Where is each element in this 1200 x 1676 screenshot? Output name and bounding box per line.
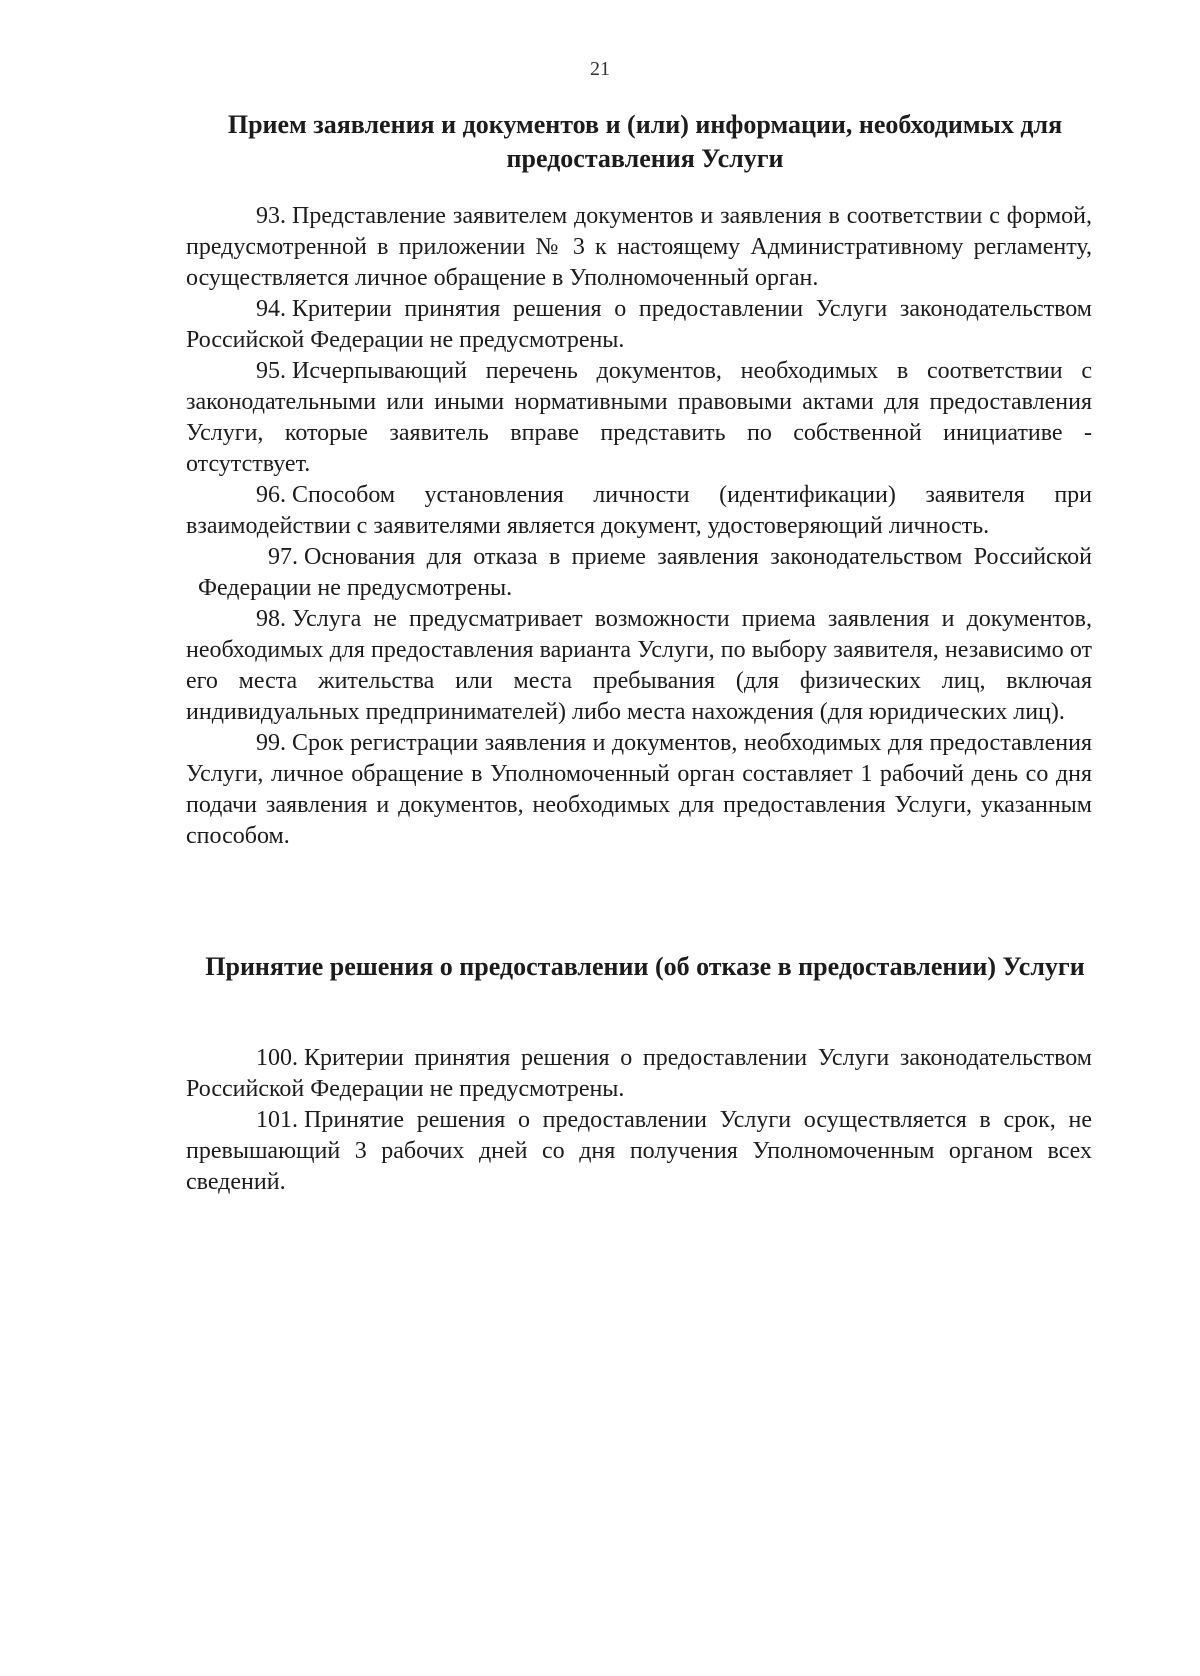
paragraph-number: 97. [268, 544, 298, 570]
paragraph-number: 96. [256, 482, 286, 508]
paragraph-text: Исчерпывающий перечень документов, необходимых в соответствии с законодательными или иными нормативными правовыми актами для предоставления Услуги, которые заявитель вправе представить по собственной инициативе - отсутствует. [186, 358, 1092, 477]
paragraph-text: Критерии принятия решения о предоставлении Услуги законодательством Российской Федерации не предусмотрены. [186, 1045, 1092, 1102]
section-1-body [186, 201, 1092, 852]
section-title: Прием заявления и документов и (или) информации, необходимых для предоставления Услуги [227, 110, 1063, 173]
paragraph-94 [186, 294, 1092, 356]
paragraph-101 [186, 1105, 1092, 1198]
paragraph-text: Услуга не предусматривает возможности приема заявления и документов, необходимых для предоставления варианта Услуги, по выбору заявителя, независимо от его места жительства или места пребывания (для физических лиц, включая индивидуальных предпринимателей) либо места нахождения (для юридических лиц). [186, 606, 1092, 725]
paragraph-text: Принятие решения о предоставлении Услуги осуществляется в срок, не превышающий 3 рабочих дней со дня получения Уполномоченным органом всех сведений. [186, 1107, 1092, 1195]
paragraph-text: Основания для отказа в приеме заявления законодательством Российской Федерации не предусмотрены. [198, 544, 1092, 601]
paragraph-text: Срок регистрации заявления и документов, необходимых для предоставления Услуги, личное обращение в Уполномоченный орган составляет 1 рабочий день со дня подачи заявления и документов, необходимых для предоставления Услуги, указанным способом. [186, 730, 1092, 849]
section-title: Принятие решения о предоставлении (об отказе в предоставлении) Услуги [205, 952, 1085, 981]
paragraph-95 [186, 356, 1092, 480]
paragraph-number: 95. [256, 358, 286, 384]
section-2-body [186, 1043, 1092, 1198]
paragraph-number: 100. [256, 1045, 298, 1071]
page-number: 21 [590, 58, 610, 80]
paragraph-number: 93. [256, 203, 286, 229]
paragraph-number: 99. [256, 730, 286, 756]
paragraph-98 [186, 604, 1092, 728]
paragraph-text: Представление заявителем документов и заявления в соответствии с формой, предусмотренной в приложении № 3 к настоящему Административному регламенту, осуществляется личное обращение в Уполномоченный орган. [186, 203, 1092, 291]
paragraph-99 [186, 728, 1092, 852]
paragraph-text: Критерии принятия решения о предоставлении Услуги законодательством Российской Федерации не предусмотрены. [186, 296, 1092, 353]
paragraph-text: Способом установления личности (идентификации) заявителя при взаимодействии с заявителями является документ, удостоверяющий личность. [186, 482, 1092, 539]
paragraph-97 [186, 542, 1092, 604]
paragraph-number: 98. [256, 606, 286, 632]
paragraph-number: 94. [256, 296, 286, 322]
paragraph-number: 101. [256, 1107, 298, 1133]
paragraph-96 [186, 480, 1092, 542]
paragraph-100 [186, 1043, 1092, 1105]
paragraph-93 [186, 201, 1092, 294]
